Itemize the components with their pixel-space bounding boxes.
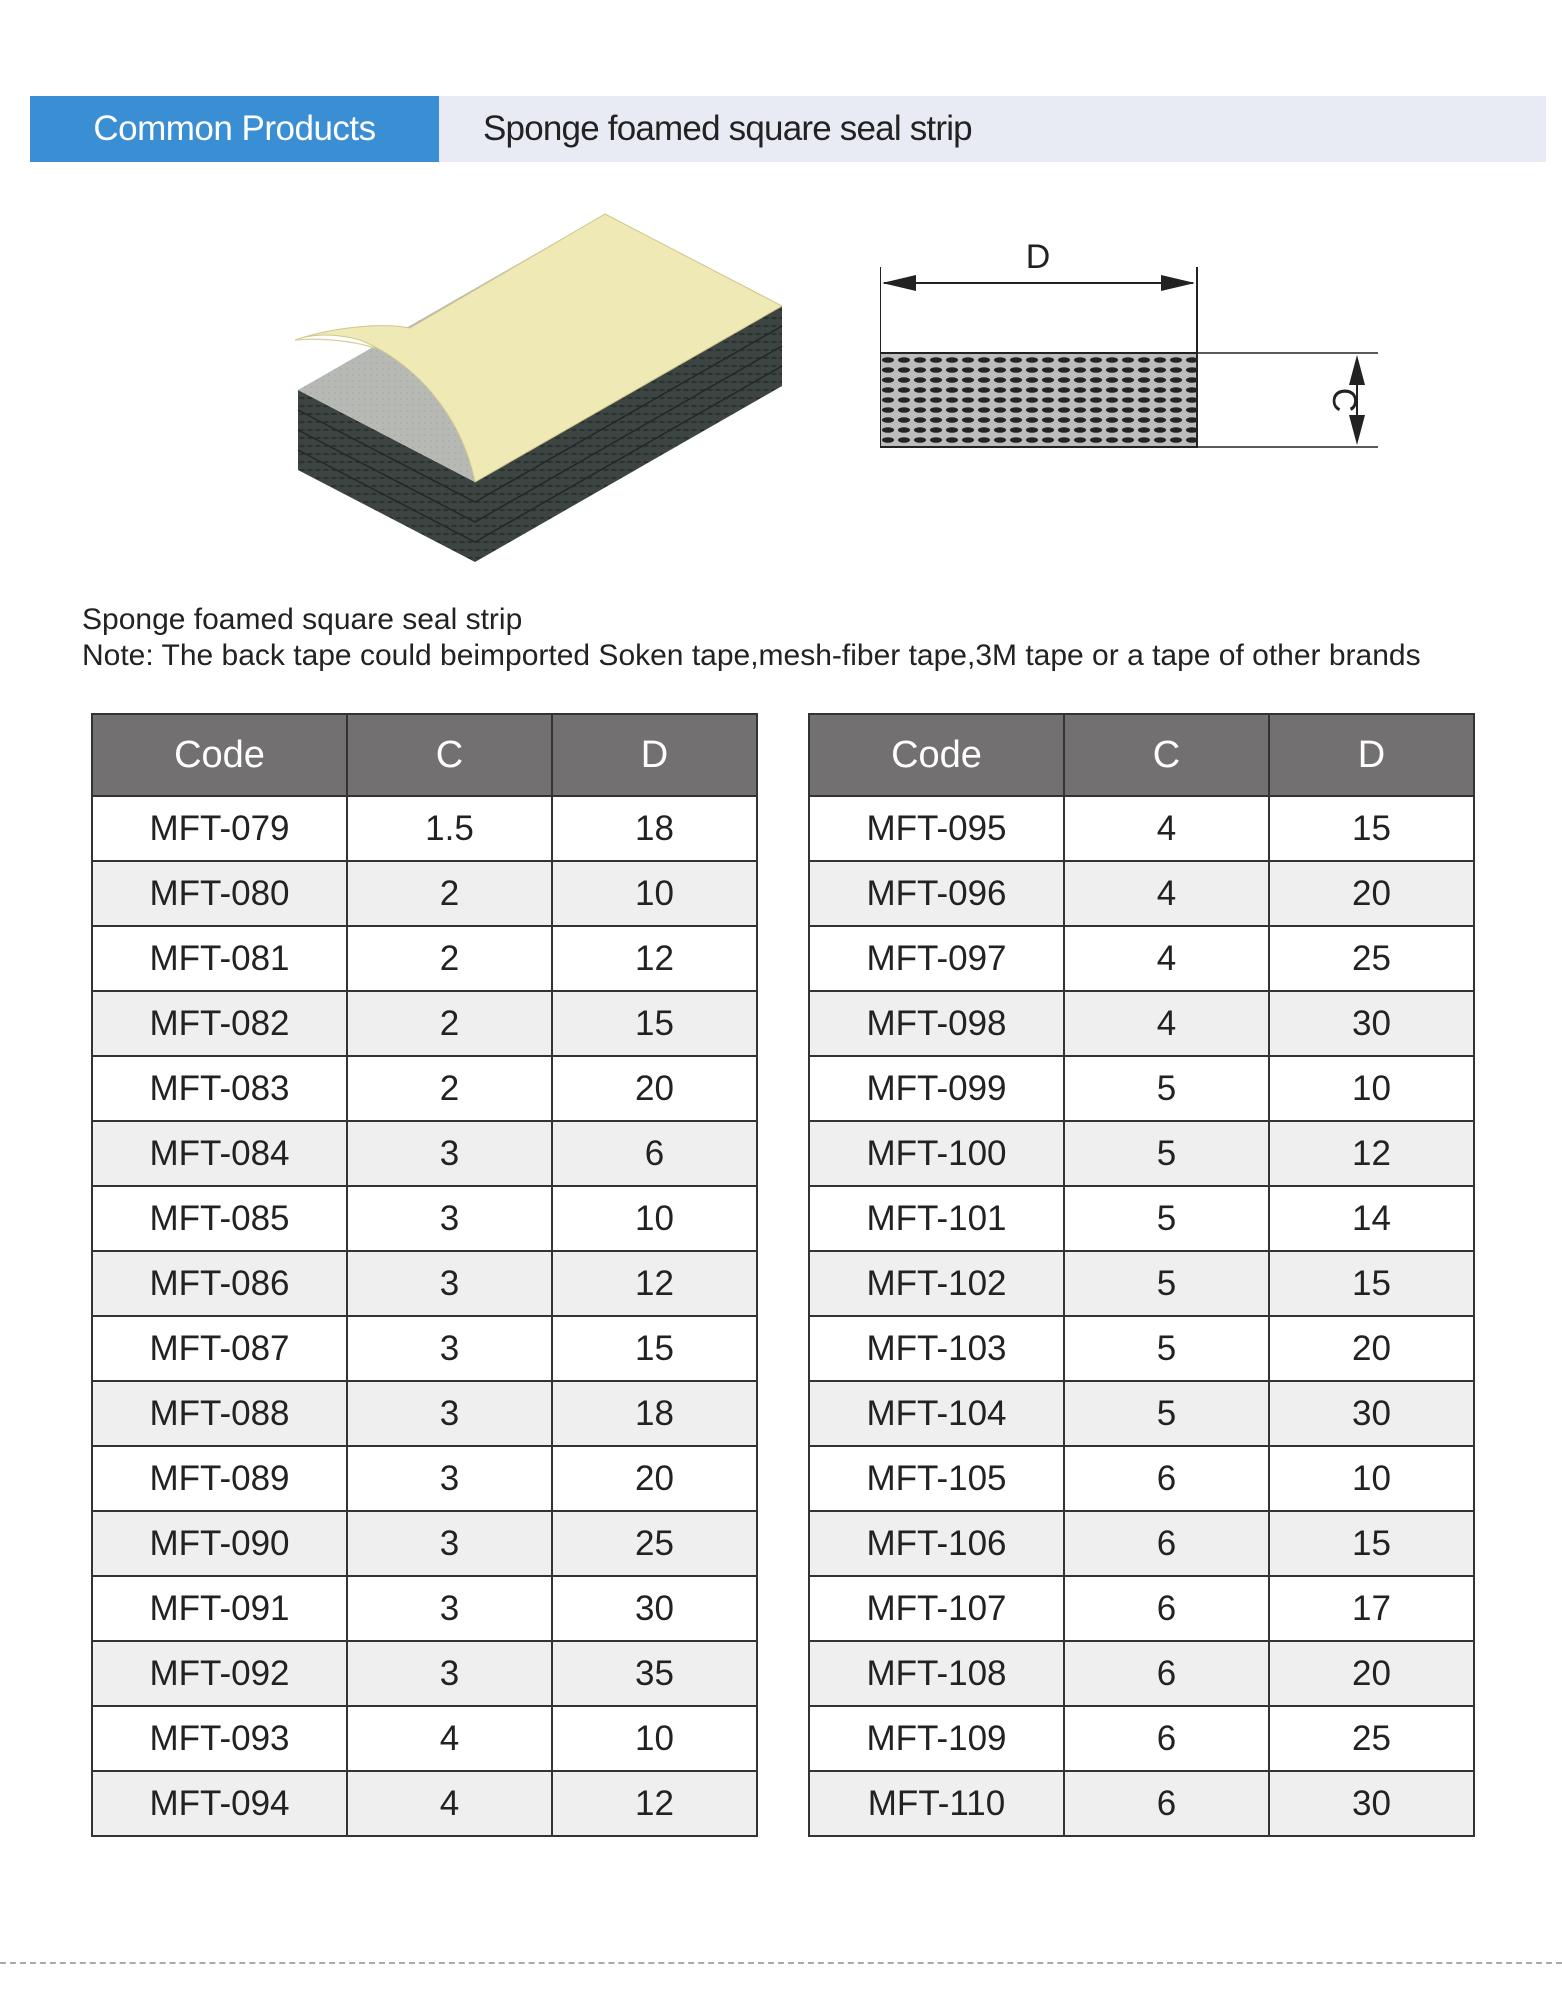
- table-row: [92, 1316, 757, 1381]
- cell-d: 6: [552, 1121, 757, 1186]
- description: [82, 602, 1421, 674]
- table-row: [809, 1251, 1474, 1316]
- cell-d: 12: [552, 926, 757, 991]
- cell-c: 3: [347, 1576, 552, 1641]
- cell-c: 4: [1064, 991, 1269, 1056]
- cell-code: MFT-086: [92, 1251, 347, 1316]
- table-row: [92, 1056, 757, 1121]
- table-row: [809, 796, 1474, 861]
- description-title: Sponge foamed square seal strip: [82, 603, 523, 636]
- cell-c: 4: [347, 1771, 552, 1836]
- table-header-row: [809, 714, 1474, 796]
- column-header-c: C: [347, 714, 552, 796]
- cell-d: 15: [552, 1316, 757, 1381]
- cell-c: 2: [347, 861, 552, 926]
- cell-code: MFT-079: [92, 796, 347, 861]
- cell-c: 3: [347, 1511, 552, 1576]
- table-header-row: [92, 714, 757, 796]
- cell-c: 5: [1064, 1121, 1269, 1186]
- cell-d: 12: [552, 1771, 757, 1836]
- page-title: Sponge foamed square seal strip: [483, 109, 972, 148]
- cell-c: 4: [347, 1706, 552, 1771]
- cell-code: MFT-102: [809, 1251, 1064, 1316]
- cell-c: 2: [347, 1056, 552, 1121]
- table-row: [809, 1381, 1474, 1446]
- cell-d: 15: [552, 991, 757, 1056]
- cell-c: 6: [1064, 1511, 1269, 1576]
- cell-c: 4: [1064, 861, 1269, 926]
- cell-d: 25: [1269, 926, 1474, 991]
- table-row: [92, 1121, 757, 1186]
- cell-code: MFT-099: [809, 1056, 1064, 1121]
- category-tab[interactable]: Common Products: [30, 96, 439, 162]
- cell-d: 35: [552, 1641, 757, 1706]
- cell-c: 1.5: [347, 796, 552, 861]
- spec-table-left: [91, 713, 758, 1837]
- cell-code: MFT-104: [809, 1381, 1064, 1446]
- table-row: [809, 1641, 1474, 1706]
- cell-d: 25: [1269, 1706, 1474, 1771]
- cell-code: MFT-080: [92, 861, 347, 926]
- table-row: [92, 1186, 757, 1251]
- header-bar: [30, 96, 1546, 162]
- cell-code: MFT-088: [92, 1381, 347, 1446]
- cell-c: 3: [347, 1641, 552, 1706]
- table-row: [809, 1771, 1474, 1836]
- cell-c: 6: [1064, 1771, 1269, 1836]
- table-row: [809, 991, 1474, 1056]
- cell-code: MFT-093: [92, 1706, 347, 1771]
- cell-code: MFT-109: [809, 1706, 1064, 1771]
- table-row: [92, 861, 757, 926]
- table-row: [809, 1056, 1474, 1121]
- cell-code: MFT-095: [809, 796, 1064, 861]
- cell-d: 12: [552, 1251, 757, 1316]
- cell-code: MFT-083: [92, 1056, 347, 1121]
- cell-c: 6: [1064, 1641, 1269, 1706]
- cell-c: 3: [347, 1251, 552, 1316]
- cell-code: MFT-108: [809, 1641, 1064, 1706]
- table-row: [92, 1576, 757, 1641]
- cell-d: 20: [552, 1056, 757, 1121]
- cell-code: MFT-085: [92, 1186, 347, 1251]
- cell-c: 3: [347, 1316, 552, 1381]
- cell-d: 20: [1269, 861, 1474, 926]
- table-row: [92, 796, 757, 861]
- cell-c: 5: [1064, 1251, 1269, 1316]
- table-row: [92, 1446, 757, 1511]
- cell-code: MFT-107: [809, 1576, 1064, 1641]
- column-header-d: D: [1269, 714, 1474, 796]
- table-row: [92, 1771, 757, 1836]
- cell-c: 3: [347, 1121, 552, 1186]
- table-row: [809, 1511, 1474, 1576]
- cross-section-shape: [880, 353, 1197, 447]
- cell-c: 4: [1064, 926, 1269, 991]
- cell-d: 30: [1269, 1771, 1474, 1836]
- cell-c: 6: [1064, 1446, 1269, 1511]
- cell-c: 3: [347, 1446, 552, 1511]
- cell-d: 15: [1269, 1251, 1474, 1316]
- table-row: [92, 926, 757, 991]
- cell-d: 18: [552, 1381, 757, 1446]
- cell-code: MFT-097: [809, 926, 1064, 991]
- table-row: [809, 1576, 1474, 1641]
- cell-code: MFT-110: [809, 1771, 1064, 1836]
- description-note: Note: The back tape could beimported Soken tape,mesh-fiber tape,3M tape or a tape of other brands: [82, 639, 1421, 672]
- cell-code: MFT-092: [92, 1641, 347, 1706]
- cell-d: 20: [1269, 1316, 1474, 1381]
- cell-code: MFT-103: [809, 1316, 1064, 1381]
- cell-code: MFT-091: [92, 1576, 347, 1641]
- cell-c: 3: [347, 1186, 552, 1251]
- cell-code: MFT-089: [92, 1446, 347, 1511]
- cell-d: 10: [1269, 1056, 1474, 1121]
- cell-d: 30: [1269, 1381, 1474, 1446]
- cell-code: MFT-098: [809, 991, 1064, 1056]
- cell-c: 2: [347, 991, 552, 1056]
- cell-d: 20: [552, 1446, 757, 1511]
- cell-code: MFT-082: [92, 991, 347, 1056]
- table-row: [809, 1446, 1474, 1511]
- cell-code: MFT-094: [92, 1771, 347, 1836]
- cell-d: 20: [1269, 1641, 1474, 1706]
- height-label: C: [1325, 387, 1363, 413]
- column-header-d: D: [552, 714, 757, 796]
- cell-d: 18: [552, 796, 757, 861]
- cell-code: MFT-084: [92, 1121, 347, 1186]
- cell-d: 10: [552, 1706, 757, 1771]
- column-header-code: Code: [809, 714, 1064, 796]
- table-row: [809, 1121, 1474, 1186]
- cell-d: 14: [1269, 1186, 1474, 1251]
- table-row: [809, 1706, 1474, 1771]
- cell-code: MFT-105: [809, 1446, 1064, 1511]
- cell-d: 30: [1269, 991, 1474, 1056]
- cell-code: MFT-100: [809, 1121, 1064, 1186]
- cell-d: 25: [552, 1511, 757, 1576]
- cell-code: MFT-087: [92, 1316, 347, 1381]
- table-row: [92, 1251, 757, 1316]
- cell-d: 17: [1269, 1576, 1474, 1641]
- table-row: [92, 1511, 757, 1576]
- cell-c: 5: [1064, 1056, 1269, 1121]
- cell-d: 15: [1269, 1511, 1474, 1576]
- table-row: [809, 1186, 1474, 1251]
- page-divider: [0, 1962, 1562, 1964]
- table-row: [809, 861, 1474, 926]
- table-row: [92, 991, 757, 1056]
- cell-code: MFT-106: [809, 1511, 1064, 1576]
- table-row: [92, 1381, 757, 1446]
- product-illustration: [290, 210, 800, 570]
- spec-table-right: [808, 713, 1475, 1837]
- cell-c: 6: [1064, 1576, 1269, 1641]
- cell-c: 2: [347, 926, 552, 991]
- width-label: D: [1025, 238, 1051, 276]
- cell-d: 10: [552, 1186, 757, 1251]
- cell-c: 5: [1064, 1316, 1269, 1381]
- cell-d: 15: [1269, 796, 1474, 861]
- table-row: [92, 1641, 757, 1706]
- cell-c: 4: [1064, 796, 1269, 861]
- cell-code: MFT-096: [809, 861, 1064, 926]
- cell-d: 10: [552, 861, 757, 926]
- column-header-code: Code: [92, 714, 347, 796]
- cell-d: 30: [552, 1576, 757, 1641]
- cell-c: 5: [1064, 1186, 1269, 1251]
- column-header-c: C: [1064, 714, 1269, 796]
- cell-code: MFT-101: [809, 1186, 1064, 1251]
- table-row: [92, 1706, 757, 1771]
- cell-code: MFT-081: [92, 926, 347, 991]
- cell-d: 10: [1269, 1446, 1474, 1511]
- cell-c: 6: [1064, 1706, 1269, 1771]
- table-row: [809, 926, 1474, 991]
- cell-c: 3: [347, 1381, 552, 1446]
- cell-c: 5: [1064, 1381, 1269, 1446]
- table-row: [809, 1316, 1474, 1381]
- cell-d: 12: [1269, 1121, 1474, 1186]
- cell-code: MFT-090: [92, 1511, 347, 1576]
- cross-section-diagram: [880, 225, 1380, 465]
